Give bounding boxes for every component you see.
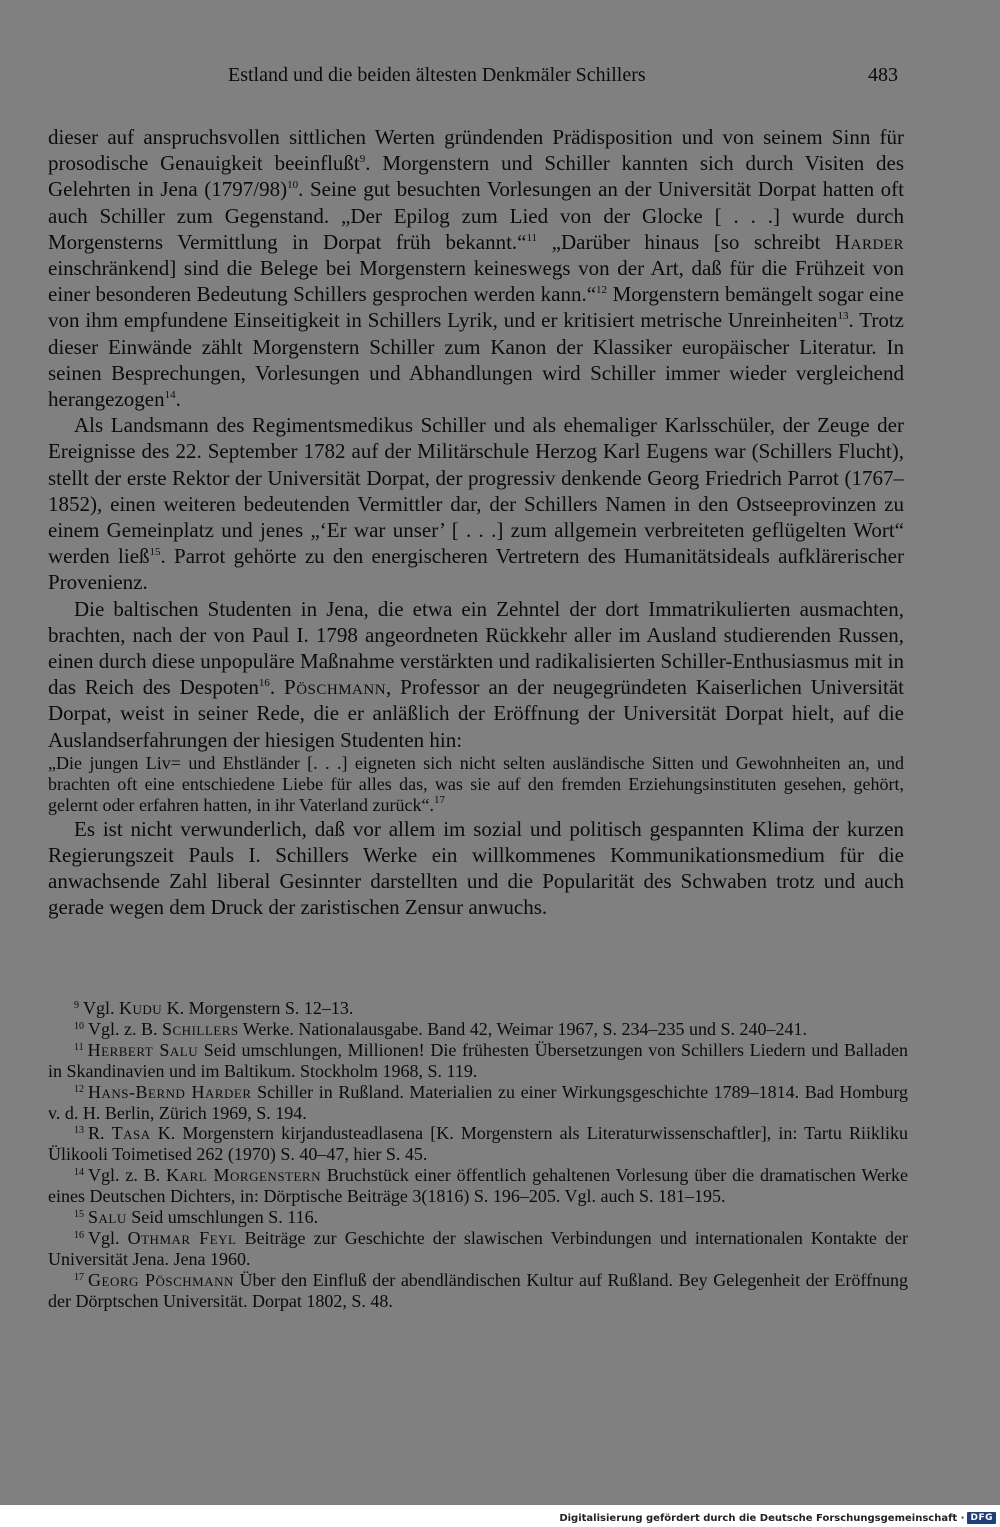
footnote-ref-11[interactable]: 11 [526, 231, 538, 244]
text-run: . Trotz dieser Einwände zählt Morgenstern Schiller zum Kanon der Klassiker europäischer Literatur. In seinen Besprechungen, Vorlesungen und Abhandlungen wird Schiller immer wieder vergleichend herangezogen [48, 308, 904, 412]
footnote-number: 11 [74, 1041, 84, 1053]
author-name: Othmar Feyl [127, 1227, 237, 1248]
footnote-text: Vgl. z. B. [88, 1165, 167, 1186]
footnote-text: Werke. Nationalausgabe. Band 42, Weimar 1967, S. 234–235 und S. 240–241. [238, 1018, 807, 1039]
footnote-ref-16[interactable]: 16 [258, 677, 270, 690]
footnote-14 [48, 1165, 908, 1207]
footnote-number: 14 [74, 1167, 84, 1179]
page-number: 483 [868, 64, 898, 86]
footnote-text: Vgl. [88, 1227, 128, 1248]
running-header [0, 64, 1000, 90]
footnote-12 [48, 1082, 908, 1124]
footnote-17 [48, 1270, 908, 1312]
footnote-ref-17[interactable]: 17 [434, 793, 445, 806]
text-run: Die baltischen Studenten in Jena, die etwa ein Zehntel der dort Immatrikulierten ausmachten, brachten, nach der von Paul I. 1798 angeordneten Rückkehr aller im Ausland studierenden Russen, einen durch diese unpopuläre Maßnahme verstärkten und radikalisierten Schiller-Enthusiasmus mit in das Reich des Despoten [48, 596, 904, 700]
credit-text: Digitalisierung gefördert durch die Deutsche Forschungsgemeinschaft · [559, 1512, 965, 1524]
text-run: , Professor an der neugegründeten Kaiserlichen Universität Dorpat, weist in seiner Rede, die er anläßlich der Eröffnung der Universität Dorpat hielt, auf die Auslandserfahrungen der hiesigen Studenten hin: [48, 675, 904, 752]
footnote-13 [48, 1123, 908, 1165]
footnote-number: 9 [74, 1000, 79, 1011]
footnote-text: Schiller in Rußland. Materialien zu einer Wirkungsgeschichte 1789–1814. Bad Homburg v. d. H. Berlin, Zürich 1969, S. 194. [48, 1081, 909, 1123]
footnote-ref-14[interactable]: 14 [164, 389, 176, 402]
footnote-text: Über den Einfluß der abendländischen Kultur auf Rußland. Bey Gelegenheit der Eröffnung der Dörptschen Universität. Dorpat 1802, S. 48. [48, 1269, 908, 1311]
quote-text: „Die jungen Liv= und Ehstländer [. . .] eigneten sich nicht selten ausländische Sitten und Gewohnheiten an, und brachten oft eine entschiedene Liebe für alles das, was sie auf den fremden Erziehungsinstituten gesehen, gehört, gelernt oder erfahren hatten, in ihr Vaterland zurück“. [48, 752, 904, 815]
footnote-number: 13 [74, 1125, 84, 1137]
footnote-11 [48, 1040, 908, 1082]
footnote-15 [48, 1207, 908, 1228]
text-run: . [269, 675, 285, 700]
footnote-text: Seid umschlungen, Millionen! Die frühesten Übersetzungen von Schillers Liedern und Balladen in Skandinavien und im Baltikum. Stockholm 1968, S. 119. [48, 1039, 908, 1081]
footnote-10 [48, 1019, 908, 1040]
text-run: Als Landsmann des Regimentsmedikus Schiller und als ehemaliger Karlsschüler, der Zeuge der Ereignisse des 22. September 1782 auf der Militärschule Herzog Karl Eugens war (Schillers Flucht), stellt der erste Rektor der Universität Dorpat, der progressiv denkende Georg Friedrich Parrot (1767–1852), einen weiteren bedeutenden Vermittler dar, der Schillers Namen in den Ostseeprovinzen zu einem Gemeinplatz und jenes „‘Er war unser’ [ . . .] zum allgemein verbreiteten geflügelten Wort“ werden ließ [48, 413, 904, 569]
footnote-number: 10 [74, 1020, 84, 1032]
footnote-16 [48, 1228, 908, 1270]
text-run: „Darüber hinaus [so schreibt [537, 229, 835, 254]
author-name: Georg Pöschmann [88, 1269, 234, 1290]
footnote-text: Beiträge zur Geschichte der slawischen Verbindungen und internationalen Kontakte der Universität Jena. Jena 1960. [48, 1227, 908, 1269]
footnote-ref-9[interactable]: 9 [359, 153, 366, 166]
paragraph-3 [48, 596, 904, 753]
block-quote [48, 753, 904, 816]
author-name: Tasa [111, 1123, 151, 1144]
footnote-text: Bruchstück einer öffentlich gehaltenen Vorlesung über die dramatischen Werke eines Deutschen Dichters, in: Dörptische Beiträge 3(1816) S. 196–205. Vgl. auch S. 181–195. [48, 1165, 908, 1207]
text-run: einschränkend] sind die Belege bei Morgenstern keineswegs von der Art, daß für die Frühzeit von einer besonderen Bedeutung Schillers gesprochen werden kann.“ [48, 256, 904, 307]
paragraph-4: Es ist nicht verwunderlich, daß vor allem im sozial und politisch gespannten Klima der kurzen Regierungszeit Pauls I. Schillers Werke ein willkommenes Kommunikationsmedium für die anwachsende Zahl liberal Gesinnter darstellten und die Popularität des Schwaben trotz und auch gerade wegen dem Druck der zaristischen Zensur anwuchs. [48, 816, 904, 920]
footnote-number: 12 [74, 1083, 84, 1095]
footnote-number: 15 [74, 1209, 84, 1221]
main-text [48, 124, 904, 921]
digitization-credit [559, 1511, 996, 1525]
footnote-ref-12[interactable]: 12 [596, 284, 608, 297]
author-name: Herbert Salu [87, 1039, 199, 1060]
footnote-number: 17 [74, 1271, 84, 1283]
text-run: dieser auf anspruchsvollen sittlichen Werten gründenden Prädisposition und von seinem Sinn für prosodische Genauigkeit beeinflußt [48, 125, 904, 176]
footnote-text: Vgl. z. B. [88, 1018, 162, 1039]
footnote-text: R. [88, 1123, 112, 1144]
text-run: . Seine gut besuchten Vorlesungen an der Universität Dorpat hatten oft auch Schiller zum Gegenstand. „Der Epilog zum Lied von der Glocke [ . . .] wurde durch Morgensterns Vermittlung in Dorpat früh bekannt.“ [48, 177, 905, 254]
paragraph-1 [48, 124, 904, 412]
footnote-text: K. Morgenstern S. 12–13. [162, 998, 354, 1018]
footnote-ref-15[interactable]: 15 [149, 546, 161, 559]
footnote-9 [48, 998, 908, 1019]
author-name: Kudu [119, 998, 163, 1018]
text-run: . Morgenstern und Schiller kannten sich durch Visiten des Gelehrten in Jena (1797/98) [48, 151, 904, 202]
footnotes [48, 998, 908, 1312]
footnote-ref-13[interactable]: 13 [837, 310, 849, 323]
footnote-ref-10[interactable]: 10 [287, 179, 299, 192]
running-title: Estland und die beiden ältesten Denkmäler Schillers [228, 64, 646, 86]
author-name: Schillers [162, 1018, 239, 1039]
text-run: . [175, 387, 181, 412]
author-name: Karl Morgenstern [166, 1165, 321, 1186]
footnote-text: Seid umschlungen S. 116. [126, 1207, 319, 1228]
footnote-text: Vgl. [83, 998, 119, 1018]
author-name: Hans-Bernd Harder [88, 1081, 252, 1102]
author-name: Salu [88, 1207, 127, 1228]
author-name: Harder [834, 229, 904, 254]
dfg-logo-icon[interactable]: DFG [967, 1512, 996, 1524]
author-name: Pöschmann [284, 675, 387, 700]
text-run: Morgenstern bemängelt sogar eine von ihm empfundene Einseitigkeit in Schillers Lyrik, und er kritisiert metrische Unreinheiten [48, 282, 905, 333]
paragraph-2 [48, 412, 904, 595]
footnote-text: K. Morgenstern kirjandusteadlasena [K. Morgenstern als Literaturwissenschaftler], in: Tartu Riikliku Ülikooli Toimetised 262 (1970) S. 40–47, hier S. 45. [48, 1123, 908, 1165]
text-run: . Parrot gehörte zu den energischeren Vertretern des Humanitätsideals aufklärerischer Provenienz. [48, 544, 904, 595]
footnote-number: 16 [74, 1229, 84, 1241]
